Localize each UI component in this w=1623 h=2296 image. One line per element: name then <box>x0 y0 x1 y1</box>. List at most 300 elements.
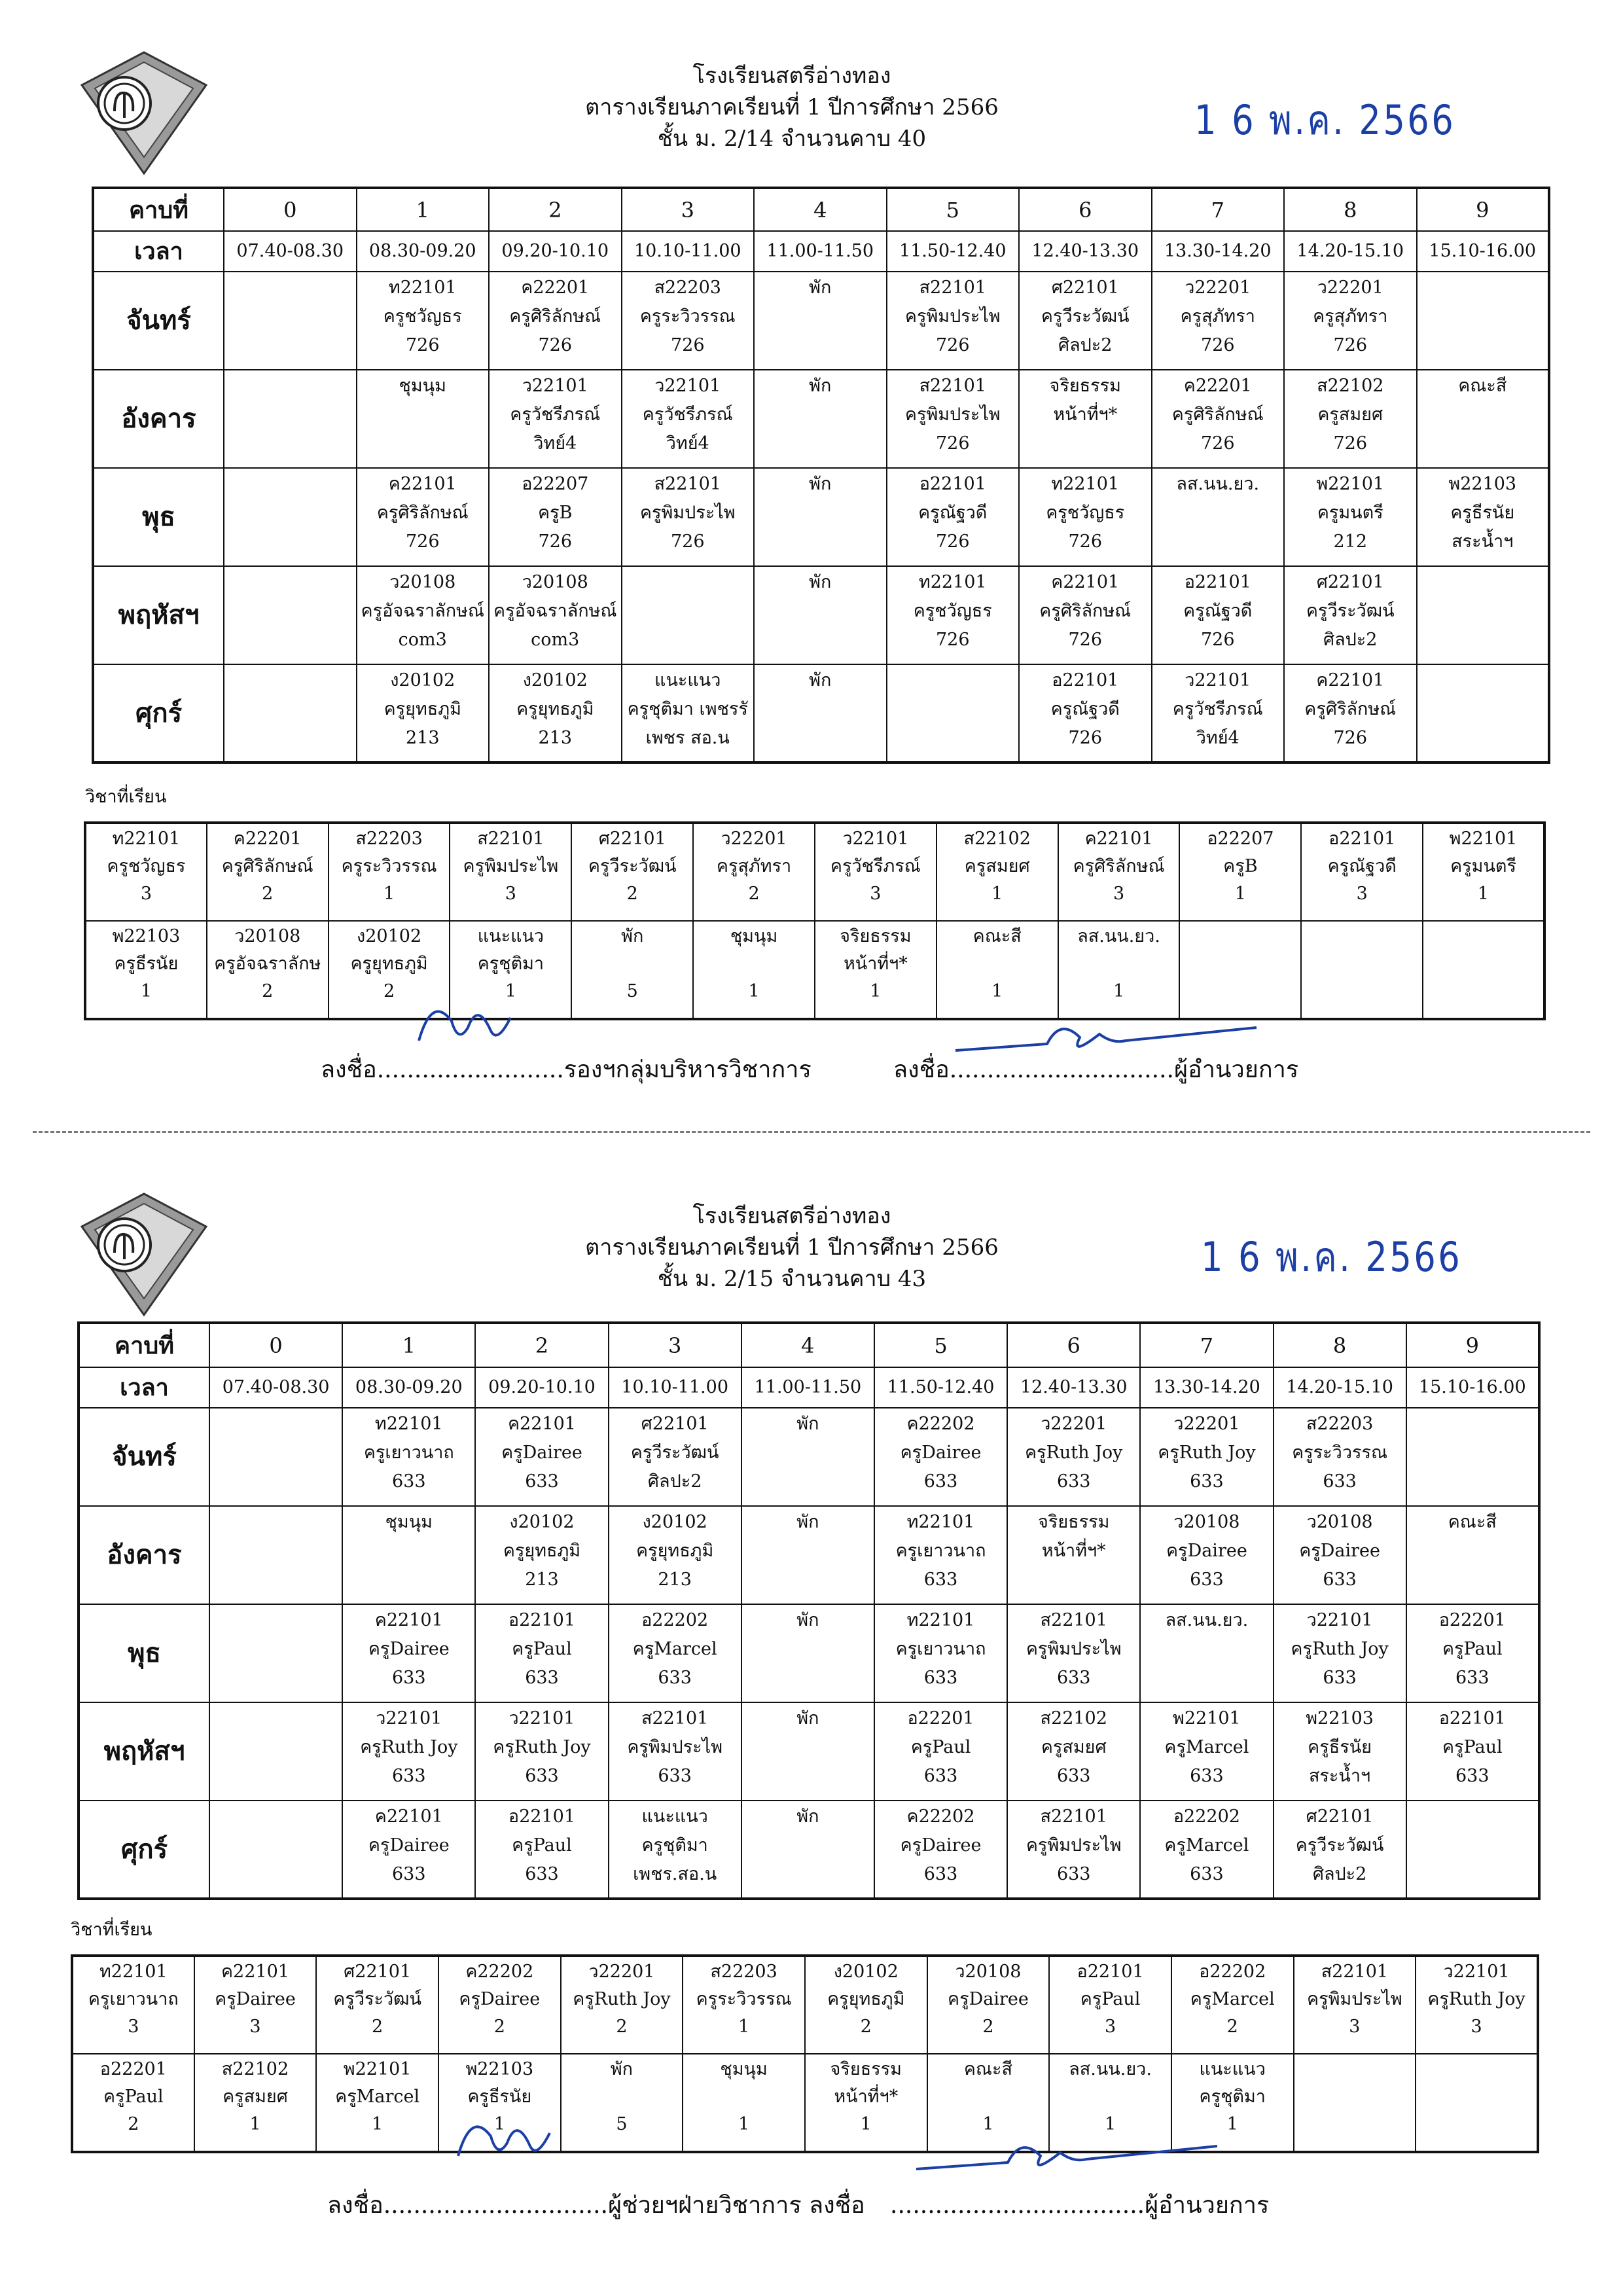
subject-cell <box>450 823 571 921</box>
subject-text: ครูชุติมา <box>477 954 544 974</box>
subject-text: 2 <box>128 2114 139 2134</box>
subject-cell <box>927 1956 1050 2054</box>
timetable-cell <box>209 1408 342 1506</box>
day-name: ศุกร์ <box>79 1801 209 1899</box>
subject-text: อ22207 <box>1207 829 1274 849</box>
cell-text: ค22101 <box>1316 670 1385 691</box>
subject-text: 2 <box>860 2017 872 2037</box>
cell-text: ครูพิมประไพ <box>627 1737 722 1757</box>
cell-text: 633 <box>392 1668 426 1688</box>
cell-text: พัก <box>809 670 832 691</box>
timetable-cell <box>1140 1506 1273 1604</box>
subject-text: 5 <box>626 981 638 1001</box>
subject-text: 3 <box>505 884 516 904</box>
subject-text: ส22102 <box>221 2059 289 2079</box>
cell-text: 633 <box>1323 1570 1357 1590</box>
timetable-grid <box>92 187 1550 764</box>
period-number: 2 <box>475 1323 608 1367</box>
timetable-cell <box>1284 370 1417 468</box>
cell-text: 633 <box>1056 1766 1091 1786</box>
subject-text: 3 <box>1356 884 1368 904</box>
cell-text: ท22101 <box>918 572 987 592</box>
subject-text: 2 <box>616 2017 628 2037</box>
timetable-cell <box>1274 1702 1406 1801</box>
cell-text: จริยธรรม <box>1049 376 1121 396</box>
cell-text: ท22101 <box>1051 474 1120 494</box>
timetable-cell <box>1019 468 1152 566</box>
subjects-label: วิชาที่เรียน <box>85 787 167 807</box>
timetable-cell <box>489 468 622 566</box>
cell-text: ครูDairee <box>1299 1541 1380 1561</box>
cell-text: เพชร.สอ.น <box>633 1864 717 1884</box>
timetable-cell <box>1274 1408 1406 1506</box>
cell-text: ท22101 <box>906 1610 975 1630</box>
timetable-cell <box>357 664 490 762</box>
cell-text: 726 <box>1333 335 1368 355</box>
cell-text: ศ22101 <box>641 1414 709 1434</box>
cell-text: ครูศิริลักษณ์ <box>509 306 601 327</box>
cell-text: ครูRuth Joy <box>493 1737 591 1757</box>
school-name: โรงเรียนสตรีอ่างทอง <box>692 1203 891 1229</box>
school-logo <box>75 1187 213 1318</box>
cell-text: แนะแนว <box>654 670 721 691</box>
cell-text: พ22101 <box>1316 474 1385 494</box>
timetable-cell <box>1274 1604 1406 1702</box>
timetable-cell <box>1140 1604 1273 1702</box>
school-name: โรงเรียนสตรีอ่างทอง <box>692 63 891 89</box>
cell-text: ครูยุทธภูมิ <box>636 1541 714 1561</box>
subject-cell <box>85 921 207 1019</box>
timetable-cell <box>224 370 357 468</box>
subject-text: ครูศิริลักษณ์ <box>221 856 313 876</box>
cell-text: 633 <box>392 1471 426 1492</box>
cell-text: ครูเยาวนาถ <box>895 1541 986 1561</box>
subject-text: 1 <box>1477 884 1489 904</box>
cell-text: ว22101 <box>376 1708 442 1729</box>
subject-text: ศ22101 <box>598 829 666 849</box>
subject-text: ครูมนตรี <box>1450 856 1516 876</box>
timetable-cell <box>224 468 357 566</box>
subject-text: 1 <box>505 981 516 1001</box>
day-row <box>93 566 1549 664</box>
time-slot: 12.40-13.30 <box>1007 1367 1140 1408</box>
subject-text: แนะแนว <box>1199 2059 1266 2079</box>
subject-text: ว22201 <box>588 1962 655 1982</box>
cell-text: ครูพิมประไพ <box>904 306 1001 327</box>
cell-text: ค22101 <box>388 474 457 494</box>
timetable-cell <box>1274 1506 1406 1604</box>
cell-text: 633 <box>1056 1668 1091 1688</box>
cell-text: ครูระวิวรรณ <box>1292 1443 1388 1463</box>
cell-text: ครูDairee <box>1166 1541 1247 1561</box>
cell-text: 633 <box>658 1668 692 1688</box>
cell-text: พัก <box>796 1610 819 1630</box>
cell-text: ครูยุทธภูมิ <box>383 699 461 719</box>
cell-text: ส22102 <box>1040 1708 1107 1729</box>
subject-text: ศ22101 <box>344 1962 412 1982</box>
timetable-cell <box>1417 370 1550 468</box>
time-slot: 11.50-12.40 <box>887 231 1020 272</box>
subject-text: ส22102 <box>963 829 1031 849</box>
cell-text: ค22101 <box>1051 572 1120 592</box>
subject-cell <box>693 921 815 1019</box>
timetable-cell <box>609 1801 741 1899</box>
period-number: 0 <box>224 188 357 231</box>
cell-text: ครูวัชรีภรณ์ <box>642 404 733 425</box>
cell-text: 213 <box>405 728 440 748</box>
subject-text: ครูชุติมา <box>1199 2087 1266 2107</box>
signature-line-left: ลงชื่อ..............................ผู้ช่วยฯฝ่ายวิชาการ ลงชื่อ <box>327 2192 865 2219</box>
time-slot: 13.30-14.20 <box>1140 1367 1273 1408</box>
cell-text: ศิลปะ2 <box>647 1471 702 1492</box>
cell-text: ครูDairee <box>501 1443 582 1463</box>
period-number: 7 <box>1152 188 1285 231</box>
subject-text: 3 <box>249 2017 261 2037</box>
timetable-cell <box>609 1604 741 1702</box>
cell-text: ครูพิมประไพ <box>1026 1639 1122 1659</box>
cell-text: ครูวีระวัฒน์ <box>1041 306 1130 327</box>
subject-text: 1 <box>991 981 1003 1001</box>
time-slot: 12.40-13.30 <box>1019 231 1152 272</box>
cell-text: ครูวัชรีภรณ์ <box>1172 699 1263 719</box>
timetable-cell <box>754 468 887 566</box>
cell-text: 726 <box>538 335 573 355</box>
time-slot: 15.10-16.00 <box>1417 231 1550 272</box>
cell-text: ครูRuth Joy <box>1158 1443 1256 1463</box>
subject-cell <box>1049 1956 1171 2054</box>
timetable-cell <box>874 1506 1007 1604</box>
cell-text: หน้าที่ฯ* <box>1041 1541 1106 1561</box>
subject-cell <box>1294 1956 1416 2054</box>
subject-text: 2 <box>626 884 638 904</box>
cell-text: 726 <box>405 531 440 552</box>
period-number: 8 <box>1284 188 1417 231</box>
timetable-cell <box>1274 1801 1406 1899</box>
time-slot: 10.10-11.00 <box>609 1367 741 1408</box>
cell-text: พัก <box>809 278 832 298</box>
time-label: เวลา <box>93 231 224 272</box>
period-number: 3 <box>609 1323 741 1367</box>
subject-cell <box>1416 2054 1538 2152</box>
subject-text <box>929 2083 1048 2111</box>
day-row <box>93 664 1549 762</box>
cell-text: ศิลปะ2 <box>1323 630 1378 650</box>
day-name: พุธ <box>79 1604 209 1702</box>
cell-text: ส22101 <box>919 278 986 298</box>
timetable-cell <box>1019 272 1152 370</box>
subject-cell <box>571 823 693 921</box>
subject-cell <box>1171 1956 1294 2054</box>
cell-text: 726 <box>538 531 573 552</box>
subject-text: ครูวีระวัฒน์ <box>588 856 677 876</box>
subject-text: ครูMarcel <box>1190 1989 1275 2009</box>
cell-text: วิทย์4 <box>1196 728 1240 748</box>
subject-text: จริยธรรม <box>830 2059 902 2079</box>
subject-text: ครูธีรนัย <box>114 954 179 974</box>
cell-text: พัก <box>796 1806 819 1827</box>
cell-text: ครูศิริลักษณ์ <box>376 503 469 523</box>
cell-text: ครูธีรนัย <box>1450 503 1515 523</box>
subject-cell <box>207 823 329 921</box>
period-label: คาบที่ <box>93 188 224 231</box>
period-number: 5 <box>887 188 1020 231</box>
cell-text: ครูRuth Joy <box>360 1737 458 1757</box>
timetable-cell <box>357 566 490 664</box>
time-slot: 11.50-12.40 <box>874 1367 1007 1408</box>
cell-text: 726 <box>670 531 705 552</box>
cell-text: 633 <box>392 1766 426 1786</box>
timetable-cell <box>1152 370 1285 468</box>
cell-text: 633 <box>923 1570 958 1590</box>
period-number: 3 <box>622 188 755 231</box>
cell-text: ส22203 <box>1306 1414 1374 1434</box>
timetable-cell <box>209 1801 342 1899</box>
subject-text: ครูพิมประไพ <box>1307 1989 1402 2009</box>
cell-text: ส22203 <box>654 278 721 298</box>
subject-cell <box>815 823 936 921</box>
day-row <box>93 370 1549 468</box>
period-header-row <box>93 188 1549 231</box>
cell-text: ง20102 <box>390 670 455 691</box>
subject-text: ลส.นน.ยว. <box>1077 926 1160 946</box>
timetable-cell <box>622 664 755 762</box>
cell-text: ส22101 <box>1040 1610 1107 1630</box>
cell-text: ครูธีรนัย <box>1308 1737 1372 1757</box>
subject-text: 1 <box>1234 884 1246 904</box>
cell-text: ครูRuth Joy <box>1025 1443 1123 1463</box>
time-slot: 14.20-15.10 <box>1284 231 1417 272</box>
subject-text: 2 <box>1226 2017 1238 2037</box>
cell-text: 633 <box>525 1668 559 1688</box>
subjects-table <box>71 1954 1539 2153</box>
cell-text: 633 <box>923 1668 958 1688</box>
timetable-cell <box>224 272 357 370</box>
time-slot: 07.40-08.30 <box>224 231 357 272</box>
cell-text: ครูDairee <box>900 1835 982 1856</box>
timetable-cell <box>1140 1801 1273 1899</box>
day-name: ศุกร์ <box>93 664 224 762</box>
time-slot: 11.00-11.50 <box>754 231 887 272</box>
cell-text: 726 <box>935 433 970 454</box>
cell-text: ครูวีระวัฒน์ <box>1295 1835 1384 1856</box>
subject-text: ครูMarcel <box>335 2087 420 2107</box>
cell-text: พัก <box>796 1414 819 1434</box>
subject-text <box>1060 950 1179 978</box>
signature-right <box>910 2130 1224 2189</box>
subject-text: ชุมนุม <box>720 2059 768 2079</box>
cell-text: ค22202 <box>906 1414 975 1434</box>
subject-text: ท22101 <box>112 829 181 849</box>
period-number: 8 <box>1274 1323 1406 1367</box>
cell-text: ครูสุภัทรา <box>1180 306 1255 327</box>
subject-text: พ22103 <box>465 2059 534 2079</box>
subject-cell <box>1416 1956 1538 2054</box>
cell-text: 726 <box>1200 630 1235 650</box>
timetable-cell <box>475 1801 608 1899</box>
cell-text: ครูMarcel <box>1164 1835 1249 1856</box>
timetable-cell <box>1007 1506 1140 1604</box>
cell-text: 726 <box>935 531 970 552</box>
cell-text: ครูชุติมา <box>641 1835 708 1856</box>
subject-cell <box>1294 2054 1416 2152</box>
time-slot: 07.40-08.30 <box>209 1367 342 1408</box>
subject-cell <box>805 2054 927 2152</box>
subject-text: 3 <box>1104 2017 1116 2037</box>
cell-text: อ22207 <box>522 474 589 494</box>
timetable-cell <box>887 370 1020 468</box>
cell-text: ครูอัจฉราลักษณ์ <box>361 601 484 621</box>
subject-cell <box>1058 823 1180 921</box>
cell-text: อ22101 <box>508 1806 576 1827</box>
timetable-cell <box>489 566 622 664</box>
cell-text: 633 <box>1190 1766 1224 1786</box>
timetable-cell <box>357 468 490 566</box>
timetable-cell <box>741 1408 874 1506</box>
timetable-cell <box>874 1801 1007 1899</box>
subject-text <box>684 2083 804 2111</box>
timetable-cell <box>874 1408 1007 1506</box>
period-number: 6 <box>1019 188 1152 231</box>
cell-text: ส22101 <box>641 1708 709 1729</box>
subject-text: ครูสมยศ <box>223 2087 288 2107</box>
subject-text: 2 <box>493 2017 505 2037</box>
timetable-cell <box>1007 1408 1140 1506</box>
subject-text: ส22203 <box>710 1962 777 1982</box>
cell-text: 633 <box>392 1864 426 1884</box>
cell-text: com3 <box>531 630 580 650</box>
timetable-cell <box>342 1702 475 1801</box>
subject-text: ครูDairee <box>948 1989 1029 2009</box>
cell-text: ครูชวัญธร <box>383 306 462 327</box>
cell-text: ครูวัชรีภรณ์ <box>510 404 601 425</box>
timetable-cell <box>622 370 755 468</box>
timetable-cell <box>342 1801 475 1899</box>
cell-text: พ22101 <box>1173 1708 1241 1729</box>
subject-text: ครูณัฐวดี <box>1327 856 1397 876</box>
timetable-cell <box>887 468 1020 566</box>
cell-text: 633 <box>1455 1668 1489 1688</box>
day-row <box>93 272 1549 370</box>
time-header-row <box>79 1367 1539 1408</box>
cell-text: ว22201 <box>1317 278 1383 298</box>
cell-text: ว22201 <box>1041 1414 1107 1434</box>
subject-text: ครูพิมประไพ <box>463 856 559 876</box>
subject-text: จริยธรรม <box>840 926 912 946</box>
cell-text: ครูพิมประไพ <box>904 404 1001 425</box>
cell-text: ชุมนุม <box>399 376 446 396</box>
sheet-header <box>524 60 1060 154</box>
subject-cell <box>1058 921 1180 1019</box>
cell-text: ส22101 <box>1040 1806 1107 1827</box>
cell-text: 633 <box>1323 1471 1357 1492</box>
timetable-cell <box>609 1506 741 1604</box>
subject-cell <box>571 921 693 1019</box>
subject-text: อ22101 <box>1329 829 1396 849</box>
cell-text: 726 <box>1333 433 1368 454</box>
cell-text: ว22201 <box>1173 1414 1240 1434</box>
cell-text: คณะสี <box>1448 1512 1497 1532</box>
cell-text: 633 <box>1190 1471 1224 1492</box>
cell-text: อ22101 <box>919 474 986 494</box>
cell-text: ศ22101 <box>1051 278 1119 298</box>
period-number: 5 <box>874 1323 1007 1367</box>
subject-text <box>573 950 692 978</box>
subject-text: 1 <box>870 981 882 1001</box>
cell-text: ครูMarcel <box>632 1639 717 1659</box>
timetable-cell <box>224 664 357 762</box>
day-name: จันทร์ <box>93 272 224 370</box>
subject-cell <box>207 921 329 1019</box>
cell-text: 633 <box>1190 1864 1224 1884</box>
cell-text: จริยธรรม <box>1038 1512 1110 1532</box>
cell-text: สระน้ำฯ <box>1452 531 1514 552</box>
cell-text: 633 <box>1056 1864 1091 1884</box>
subject-text: ง20102 <box>833 1962 899 1982</box>
timetable-cell <box>489 272 622 370</box>
period-number: 1 <box>342 1323 475 1367</box>
subject-text: หน้าที่ฯ* <box>834 2087 899 2107</box>
subject-text: 2 <box>262 884 274 904</box>
sheet-header <box>524 1200 1060 1295</box>
cell-text: ครูสุภัทรา <box>1313 306 1388 327</box>
cell-text: 633 <box>923 1471 958 1492</box>
cell-text: ครูDairee <box>368 1639 450 1659</box>
time-slot: 08.30-09.20 <box>357 231 490 272</box>
class-line: ชั้น ม. 2/14 จำนวนคาบ 40 <box>657 126 927 152</box>
timetable-cell <box>1007 1702 1140 1801</box>
subject-text: ครูธีรนัย <box>467 2087 532 2107</box>
day-name: อังคาร <box>79 1506 209 1604</box>
subject-cell <box>1179 921 1301 1019</box>
cell-text: ครูพิมประไพ <box>1026 1835 1122 1856</box>
cell-text: ว22101 <box>508 1708 575 1729</box>
cell-text: ครูPaul <box>512 1639 572 1659</box>
subject-text: ครูยุทธภูมิ <box>350 954 428 974</box>
timetable-cell <box>1284 272 1417 370</box>
timetable-sheet-2 <box>0 1148 1623 2296</box>
timetable-cell <box>1417 468 1550 566</box>
subject-text: 2 <box>372 2017 383 2037</box>
cell-text: ครูPaul <box>1442 1737 1503 1757</box>
cell-text: ครูระวิวรรณ <box>639 306 736 327</box>
subject-text: ส22101 <box>1321 1962 1389 1982</box>
time-header-row <box>93 231 1549 272</box>
subject-cell <box>561 1956 683 2054</box>
subject-cell <box>72 2054 194 2152</box>
cell-text: 633 <box>525 1471 559 1492</box>
subject-cell <box>1301 823 1423 921</box>
subjects-table <box>84 821 1546 1020</box>
subject-text: 3 <box>1113 884 1125 904</box>
subject-text: ว20108 <box>955 1962 1022 1982</box>
subject-text: ครูศิริลักษณ์ <box>1073 856 1165 876</box>
cell-text: อ22101 <box>1438 1708 1506 1729</box>
cell-text: เพชร สอ.น <box>645 728 730 748</box>
subject-text: 1 <box>372 2114 383 2134</box>
subject-text: พ22101 <box>343 2059 412 2079</box>
subject-text: 1 <box>991 884 1003 904</box>
timetable-cell <box>622 272 755 370</box>
timetable-cell <box>209 1604 342 1702</box>
period-number: 4 <box>754 188 887 231</box>
cell-text: 213 <box>538 728 573 748</box>
timetable-cell <box>475 1408 608 1506</box>
timetable-cell <box>754 272 887 370</box>
timetable-cell <box>609 1702 741 1801</box>
cell-text: ครูชุติมา เพชรรั <box>627 699 748 719</box>
subject-text: 3 <box>870 884 882 904</box>
cell-text: 726 <box>935 335 970 355</box>
